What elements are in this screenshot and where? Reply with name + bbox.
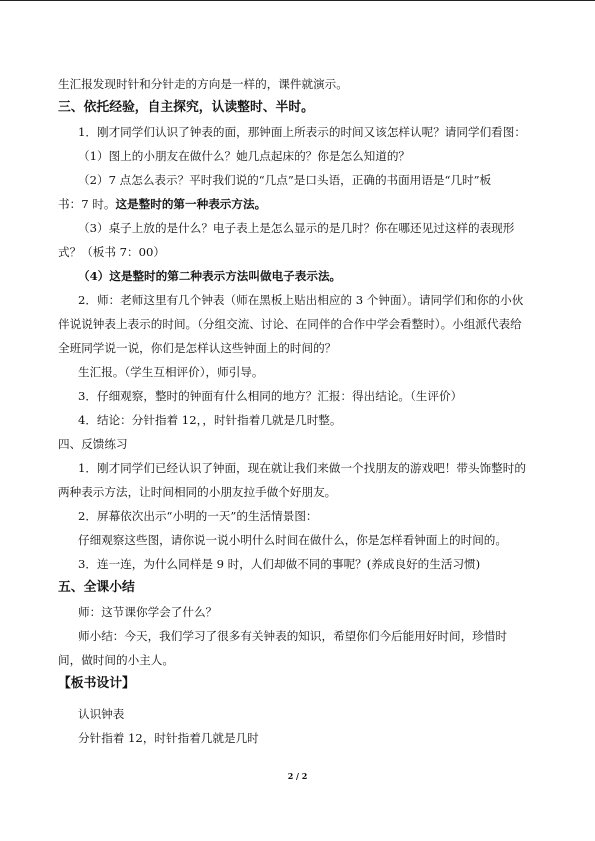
emphasis-text: 这是整时的第一种表示方法。	[115, 197, 267, 211]
section-heading-4: 四、反馈练习	[58, 437, 128, 451]
paragraph-line: 4．结论：分针指着 12，，时针指着几就是几时整。	[78, 413, 342, 427]
paragraph-line: （1）图上的小朋友在做什么？她几点起床的？你是怎么知道的？	[78, 149, 411, 163]
paragraph-line: 1．刚才同学们认识了钟表的面，那钟面上所表示的时间又该怎样认呢？请同学们看图：	[78, 125, 526, 139]
paragraph-line: 生汇报。（学生互相评价），师引导。	[78, 365, 264, 379]
paragraph-line: 师小结：今天，我们学习了很多有关钟表的知识，希望你们今后能用好时间，珍惜时	[78, 629, 507, 643]
paragraph-line: 3．仔细观察，整时的钟面有什么相同的地方？汇报：得出结论。（生评价）	[78, 389, 463, 403]
paragraph-line: 2．屏幕依次出示“小明的一天”的生活情景图：	[78, 509, 318, 523]
paragraph-line: 全班同学说一说，你们是怎样认这些钟面上的时间的？	[58, 341, 337, 355]
paragraph-line: 式？（板书 7：00）	[58, 245, 165, 259]
paragraph-line	[58, 196, 266, 212]
paragraph-line: 伴说说钟表上表示的时间。（分组交流、讨论、在同伴的合作中学会看整时）。小组派代表给	[58, 317, 522, 331]
paragraph-line: 3．连一连，为什么同样是 9 时，人们却做不同的事呢？(养成良好的生活习惯)	[78, 557, 481, 571]
paragraph-fragment: 书：7 时。	[58, 197, 116, 211]
section-heading-3: 三、依托经验，自主探究，认读整时、半时。	[58, 100, 314, 115]
paragraph-line: 2．师：老师这里有几个钟表（师在黑板上贴出相应的 3 个钟面）。请同学们和你的小伙	[78, 293, 524, 307]
board-design-line: 认识钟表	[78, 707, 125, 721]
page-number: 2 / 2	[287, 771, 308, 781]
board-design-heading: 【板书设计】	[58, 676, 135, 691]
paragraph-line: 1．刚才同学们已经认识了钟面，现在就让我们来做一个找朋友的游戏吧！带头饰整时的	[78, 461, 526, 475]
paragraph-line: 生汇报发现时针和分针走的方向是一样的，课件就演示。	[58, 77, 348, 91]
paragraph-line: 两种表示方法，让时间相同的小朋友拉手做个好朋友。	[58, 485, 337, 499]
paragraph-line: 间，做时间的小主人。	[58, 653, 174, 667]
paragraph-line: （2）7 点怎么表示？平时我们说的“几点”是口头语，正确的书面用语是“几时”板	[78, 173, 492, 187]
board-design-line: 分针指着 12，时针指着几就是几时	[78, 731, 259, 745]
paragraph-line: （3）桌子上放的是什么？电子表上是怎么显示的是几时？你在哪还见过这样的表现形	[78, 221, 515, 235]
emphasis-line: （4）这是整时的第二种表示方法叫做电子表示法。	[78, 269, 342, 283]
paragraph-line: 仔细观察这些图，请你说一说小明什么时间在做什么，你是怎样看钟面上的时间的。	[78, 533, 507, 547]
section-heading-5: 五、全课小结	[58, 580, 135, 595]
paragraph-line: 师：这节课你学会了什么？	[78, 605, 218, 619]
